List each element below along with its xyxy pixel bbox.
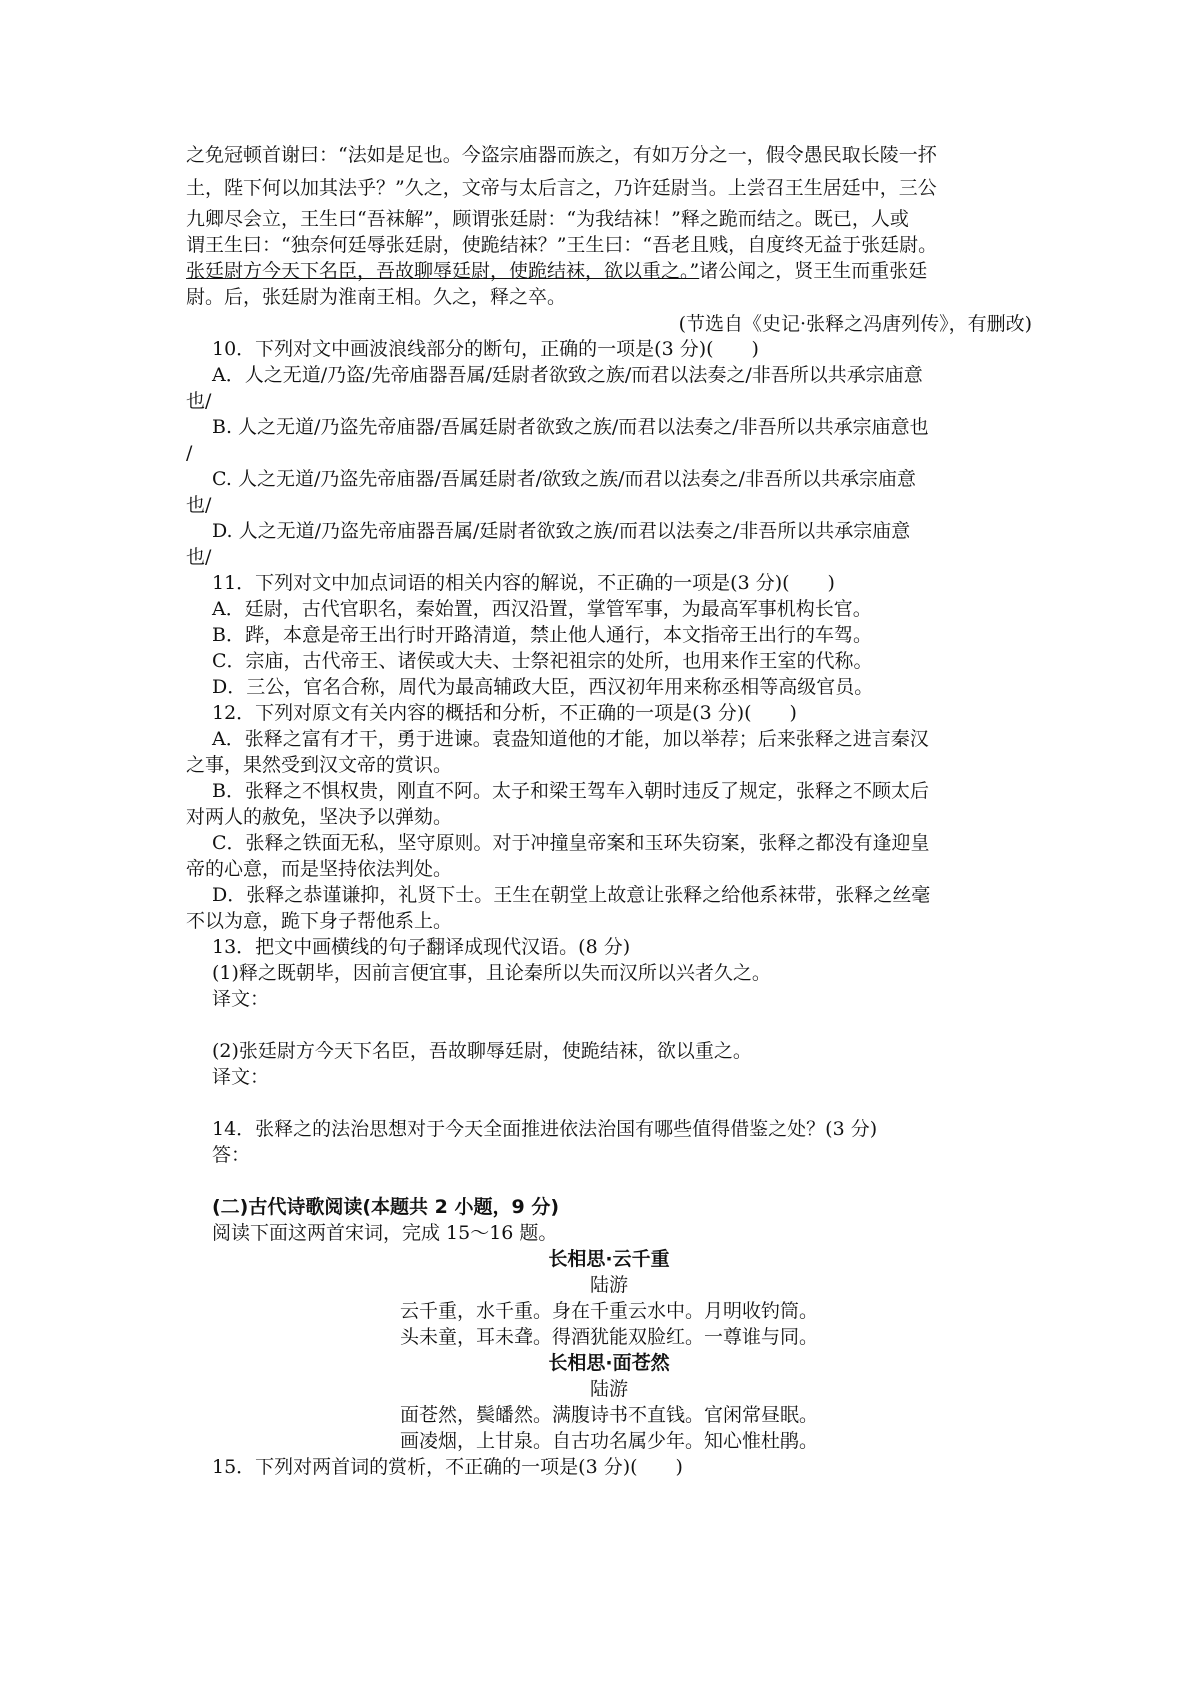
passage-line-5 — [186, 258, 1032, 284]
q15-stem: 15．下列对两首词的赏析，不正确的一项是(3 分)( ) — [212, 1456, 683, 1478]
q10-option-c: C. 人之无道/乃盗先帝庙器/吾属廷尉者/欲致之族/而君以法奏之/非吾所以共承宗庙意 — [212, 468, 916, 490]
q10-option-d: D. 人之无道/乃盗先帝庙器吾属/廷尉者欲致之族/而君以法奏之/非吾所以共承宗庙意 — [212, 520, 911, 542]
underlined-sentence: 张廷尉方今天下名臣，吾故聊辱廷尉，使跪结袜，欲以重之。” — [186, 260, 700, 282]
passage-source: (节选自《史记·张释之冯唐列传》，有删改) — [678, 313, 1032, 335]
q10-option-b-cont: / — [186, 442, 193, 464]
q10-option-b: B. 人之无道/乃盗先帝庙器/吾属廷尉者欲致之族/而君以法奏之/非吾所以共承宗庙意也 — [212, 416, 929, 438]
q13-stem: 13．把文中画横线的句子翻译成现代汉语。(8 分) — [212, 936, 631, 958]
poem-2-title: 长相思·面苍然 — [548, 1352, 670, 1374]
q12-stem: 12．下列对原文有关内容的概括和分析，不正确的一项是(3 分)( ) — [212, 702, 797, 724]
poem-2-author: 陆游 — [589, 1378, 628, 1400]
q13-translation-label-2: 译文： — [212, 1066, 270, 1088]
q10-option-d-cont: 也/ — [186, 546, 212, 568]
q12-option-a-cont: 之事，果然受到汉文帝的赏识。 — [186, 754, 453, 776]
passage-line-2: 土，陛下何以加其法乎？”久之，文帝与太后言之，乃许廷尉当。上尝召王生居廷中，三公 — [186, 177, 937, 199]
q14-stem: 14．张释之的法治思想对于今天全面推进依法治国有哪些值得借鉴之处？(3 分) — [212, 1118, 878, 1140]
poem-1-line-1: 云千重，水千重。身在千重云水中。月明收钓筒。 — [399, 1300, 818, 1322]
poem-2-line-2: 画凌烟，上甘泉。自古功名属少年。知心惟杜鹃。 — [399, 1430, 818, 1452]
q12-option-d: D．张释之恭谨谦抑，礼贤下士。王生在朝堂上故意让张释之给他系袜带，张释之丝毫 — [212, 884, 931, 906]
poem-2-line-1: 面苍然，鬓皤然。满腹诗书不直钱。官闲常昼眠。 — [399, 1404, 818, 1426]
q10-option-a-cont: 也/ — [186, 390, 212, 412]
q11-stem: 11．下列对文中加点词语的相关内容的解说，不正确的一项是(3 分)( ) — [212, 572, 835, 594]
section-2-intro: 阅读下面这两首宋词，完成 15～16 题。 — [212, 1222, 558, 1244]
passage-line-4: 谓王生曰：“独奈何廷辱张廷尉，使跪结袜？”王生曰：“吾老且贱，自度终无益于张廷尉。 — [186, 234, 938, 256]
passage-line-3: 九卿尽会立，王生曰“吾袜解”，顾谓张廷尉：“为我结袜！”释之跪而结之。既已，人或 — [186, 208, 909, 230]
poem-1-line-2: 头未童，耳未聋。得酒犹能双脸红。一尊谁与同。 — [399, 1326, 818, 1348]
q13-sentence-2: (2)张廷尉方今天下名臣，吾故聊辱廷尉，使跪结袜，欲以重之。 — [212, 1040, 752, 1062]
passage-line-5-tail: 诸公闻之，贤王生而重张廷 — [699, 260, 928, 282]
q12-option-d-cont: 不以为意，跪下身子帮他系上。 — [186, 910, 453, 932]
q12-option-a: A．张释之富有才干，勇于进谏。袁盎知道他的才能，加以举荐；后来张释之进言秦汉 — [212, 728, 929, 750]
passage-line-1: 之免冠顿首谢曰：“法如是足也。今盗宗庙器而族之，有如万分之一，假令愚民取长陵一抔 — [186, 144, 937, 166]
passage-line-6: 尉。后，张廷尉为淮南王相。久之，释之卒。 — [186, 286, 567, 308]
q14-answer-label: 答： — [212, 1144, 251, 1166]
q11-option-b: B．跸，本意是帝王出行时开路清道，禁止他人通行，本文指帝王出行的车驾。 — [212, 624, 872, 646]
poem-1-title: 长相思·云千重 — [548, 1248, 670, 1270]
section-2-heading: (二)古代诗歌阅读(本题共 2 小题，9 分) — [212, 1196, 560, 1218]
q12-option-b-cont: 对两人的赦免，坚决予以弹劾。 — [186, 806, 453, 828]
q12-option-b: B．张释之不惧权贵，刚直不阿。太子和梁王驾车入朝时违反了规定，张释之不顾太后 — [212, 780, 929, 802]
q12-option-c-cont: 帝的心意，而是坚持依法判处。 — [186, 858, 453, 880]
q10-stem: 10．下列对文中画波浪线部分的断句，正确的一项是(3 分)( ) — [212, 338, 759, 360]
q12-option-c: C．张释之铁面无私，坚守原则。对于冲撞皇帝案和玉环失窃案，张释之都没有逢迎皇 — [212, 832, 930, 854]
q10-option-a: A．人之无道/乃盗/先帝庙器吾属/廷尉者欲致之族/而君以法奏之/非吾所以共承宗庙意 — [212, 364, 923, 386]
poem-1-author: 陆游 — [589, 1274, 628, 1296]
q13-translation-label-1: 译文： — [212, 988, 270, 1010]
q10-option-c-cont: 也/ — [186, 494, 212, 516]
q11-option-c: C．宗庙，古代帝王、诸侯或大夫、士祭祀祖宗的处所，也用来作王室的代称。 — [212, 650, 873, 672]
q11-option-a: A．廷尉，古代官职名，秦始置，西汉沿置，掌管军事，为最高军事机构长官。 — [212, 598, 872, 620]
q13-sentence-1: (1)释之既朝毕，因前言便宜事，且论秦所以失而汉所以兴者久之。 — [212, 962, 771, 984]
q11-option-d: D．三公，官名合称，周代为最高辅政大臣，西汉初年用来称丞相等高级官员。 — [212, 676, 874, 698]
